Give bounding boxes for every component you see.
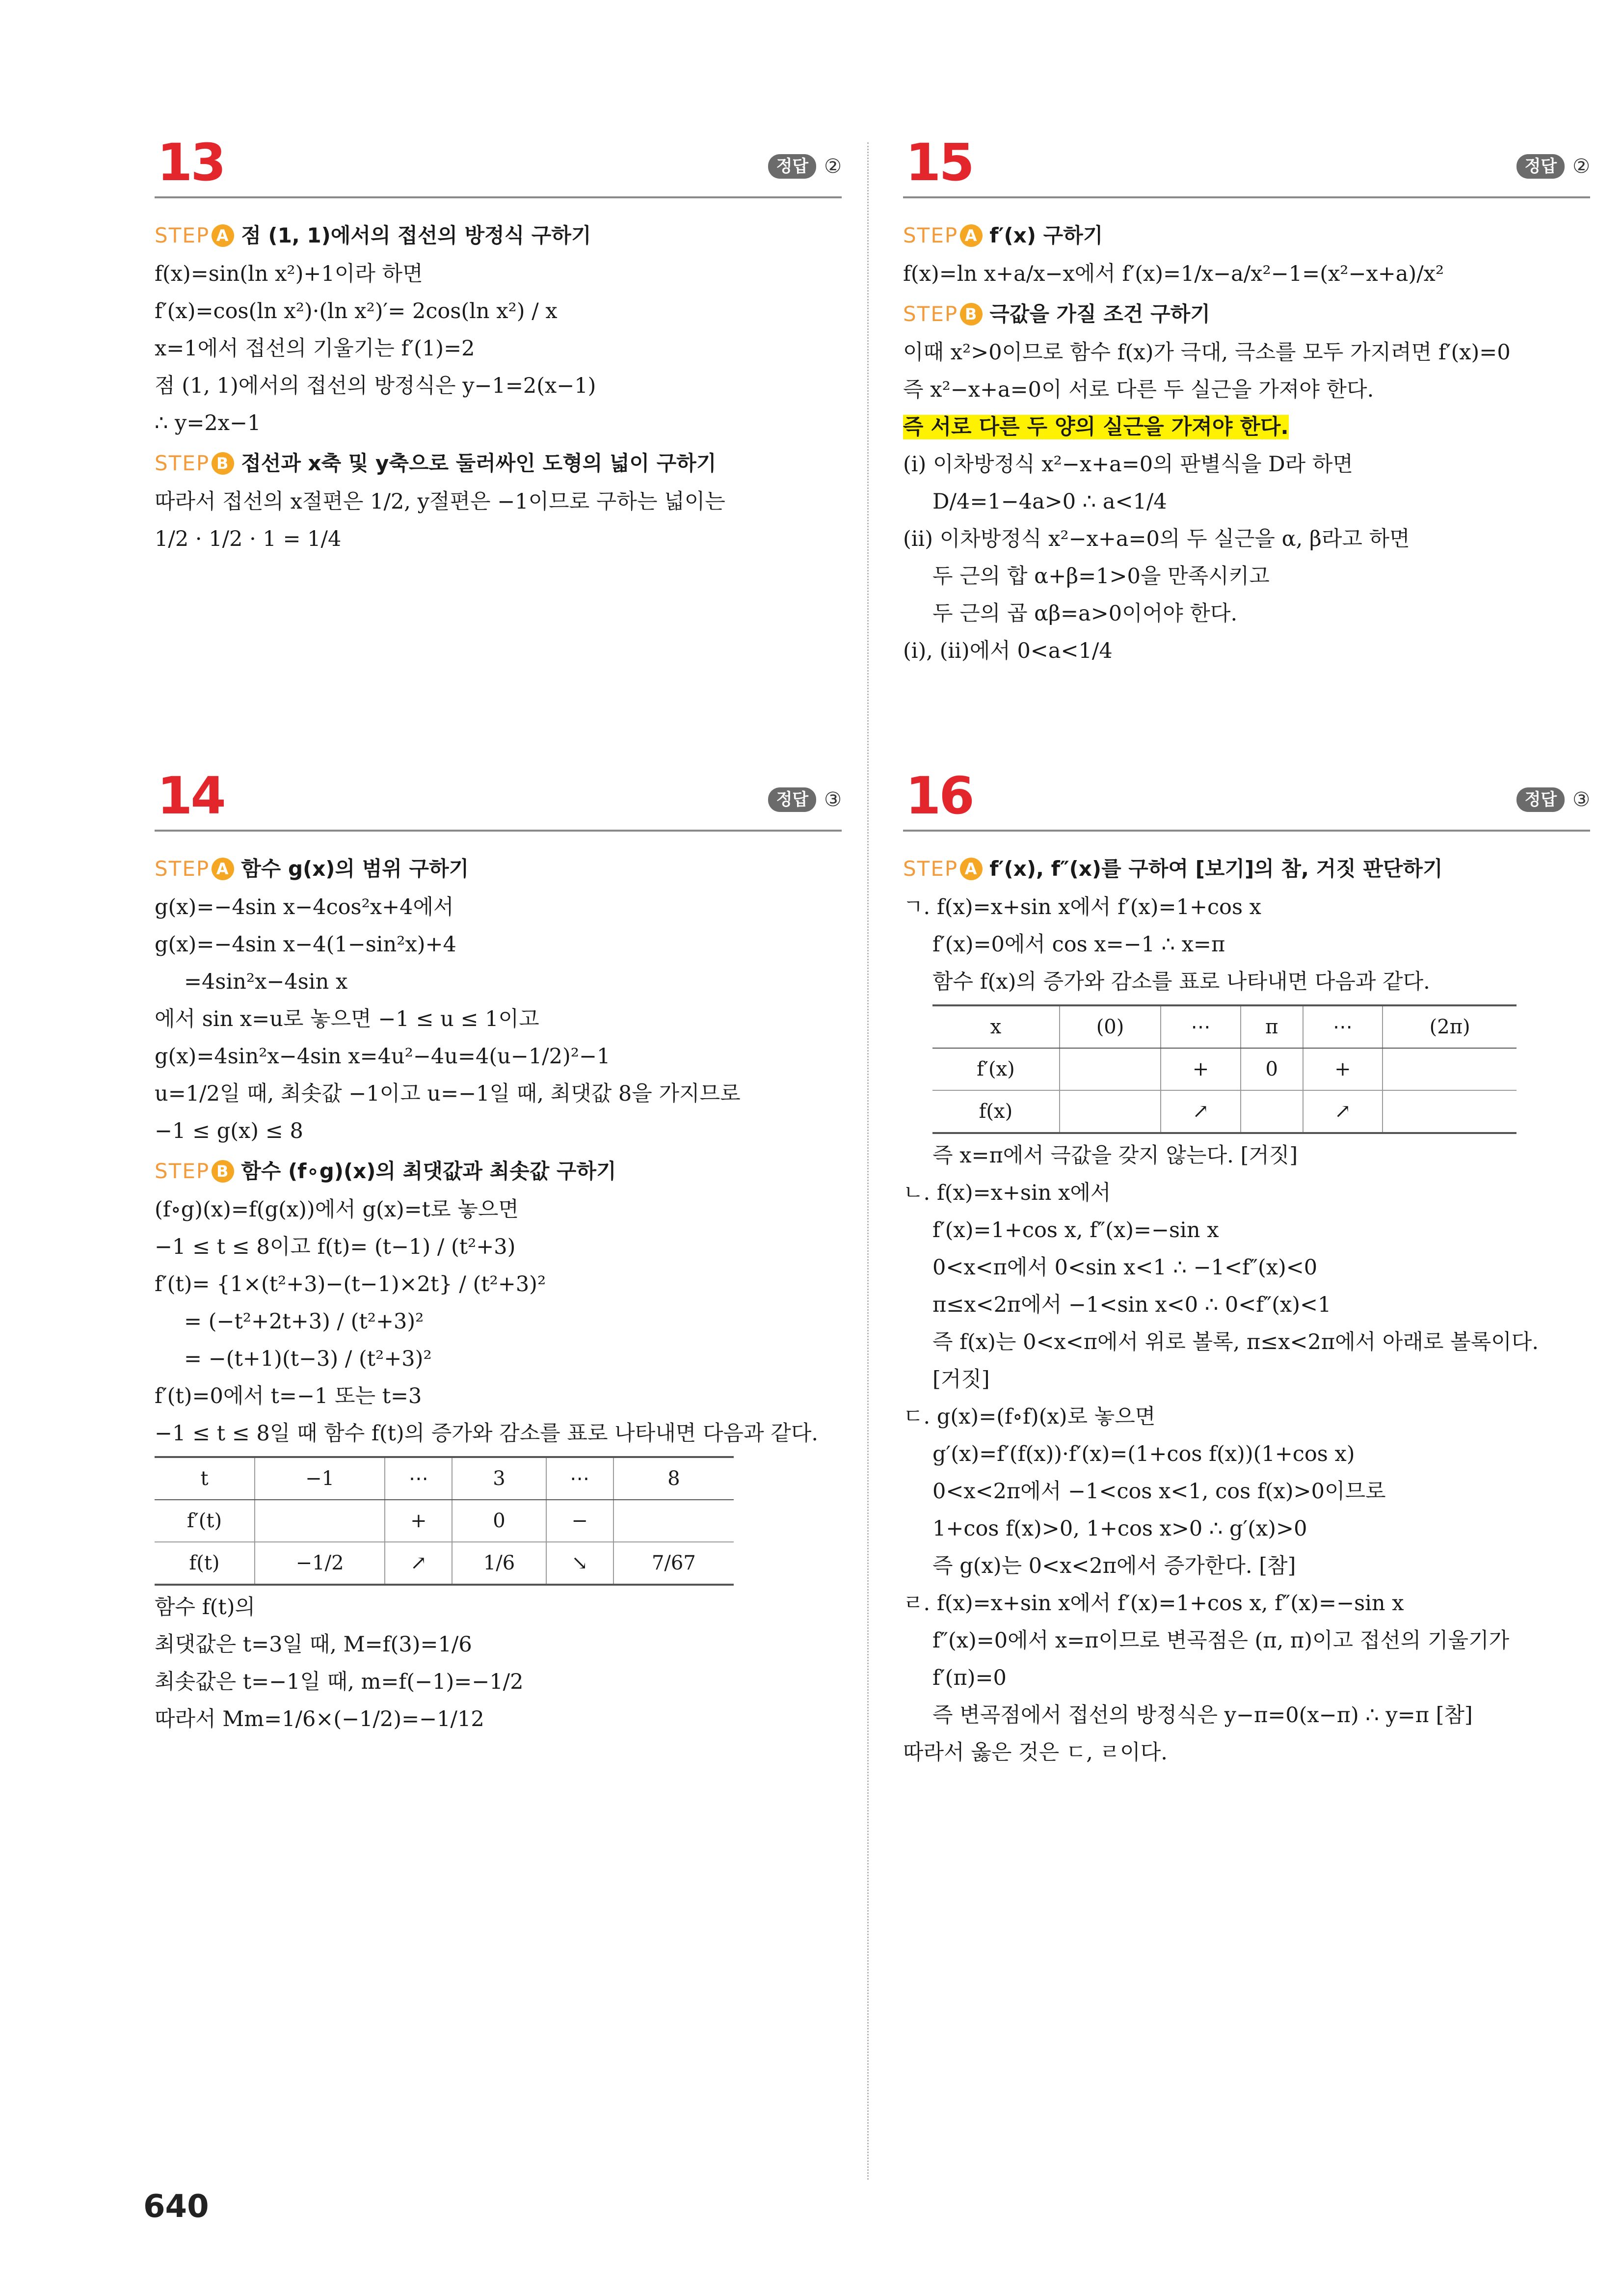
table-cell: +	[1303, 1048, 1383, 1090]
step-heading	[155, 849, 842, 889]
problem-14	[155, 766, 842, 1738]
line-text: f(x)=sin(ln x²)+1이라 하면	[155, 262, 423, 286]
line-text: ㄱ. f(x)=x+sin x에서 f′(x)=1+cos x	[903, 895, 1261, 919]
table-cell: ↘	[546, 1542, 613, 1585]
line-text: = −(t+1)(t−3) / (t²+3)²	[184, 1347, 432, 1371]
line-text: f′(x)=cos(ln x²)·(ln x²)′= 2cos(ln x²) / x	[155, 299, 558, 324]
solution-line	[903, 1324, 1590, 1361]
line-text: 즉 서로 다른 두 양의 실근을 가져야 한다.	[903, 415, 1289, 439]
line-text: (ⅰ) 이차방정식 x²−x+a=0의 판별식을 D라 하면	[903, 452, 1353, 477]
solution-line	[903, 1585, 1590, 1622]
solution-line	[155, 1340, 842, 1378]
line-text: 0<x<π에서 0<sin x<1 ∴ −1<f″(x)<0	[932, 1255, 1318, 1280]
answer-badge: 정답	[768, 154, 816, 179]
solution-line	[903, 1697, 1590, 1734]
solution-body	[155, 832, 842, 1738]
step-title: f′(x), f″(x)를 구하여 [보기]의 참, 거짓 판단하기	[989, 857, 1443, 881]
solution-line	[155, 483, 842, 520]
answer-value: ③	[1572, 788, 1590, 811]
line-text: 즉 x²−x+a=0이 서로 다른 두 실근을 가져야 한다.	[903, 378, 1374, 402]
step-heading	[903, 295, 1590, 334]
solution-line	[903, 1174, 1590, 1212]
step-letter-icon: A	[960, 858, 983, 880]
solution-line	[155, 1626, 842, 1663]
answer	[768, 154, 842, 179]
problem-header	[155, 766, 842, 832]
table-cell: (0)	[1060, 1005, 1161, 1048]
line-text: 즉 f(x)는 0<x<π에서 위로 볼록, π≤x<2π에서 아래로 볼록이다.	[932, 1330, 1539, 1354]
line-text: 두 근의 곱 αβ=a>0이어야 한다.	[932, 601, 1238, 626]
step-heading	[155, 216, 842, 255]
table-row	[155, 1500, 734, 1542]
line-text: 1/2 · 1/2 · 1 = 1/4	[155, 527, 342, 551]
solution-line	[903, 1659, 1590, 1697]
problem-13	[155, 133, 842, 558]
table-cell: ↗	[1161, 1090, 1241, 1133]
answer	[768, 787, 842, 812]
step-letter-icon: B	[960, 303, 983, 325]
solution-line	[155, 1303, 842, 1340]
table-cell: +	[1161, 1048, 1241, 1090]
solution-line	[903, 255, 1590, 293]
table-cell: f′(x)	[932, 1048, 1060, 1090]
solution-lines-before	[155, 849, 842, 1452]
problem-15	[903, 133, 1590, 670]
table-cell: −	[546, 1500, 613, 1542]
line-text: 최댓값은 t=3일 때, M=f(3)=1/6	[155, 1632, 472, 1657]
solution-line	[155, 1663, 842, 1701]
line-text: 에서 sin x=u로 놓으면 −1 ≤ u ≤ 1이고	[155, 1007, 539, 1031]
solution-line	[903, 520, 1590, 558]
answer-badge: 정답	[1517, 787, 1565, 812]
solution-line	[903, 1510, 1590, 1547]
line-text: 점 (1, 1)에서의 접선의 방정식은 y−1=2(x−1)	[155, 374, 596, 398]
problem-header	[903, 766, 1590, 832]
step-letter-icon: B	[212, 452, 234, 475]
problem-header	[155, 133, 842, 198]
line-text: [거짓]	[932, 1367, 990, 1392]
problem-number: 14	[157, 766, 224, 826]
step-title: 극값을 가질 조건 구하기	[989, 302, 1210, 326]
solution-lines-after	[155, 1589, 842, 1738]
table-cell: 3	[452, 1457, 546, 1500]
table-cell: f′(t)	[155, 1500, 255, 1542]
table-cell: ⋯	[546, 1457, 613, 1500]
solution-line	[903, 1249, 1590, 1286]
problem-number: 15	[905, 133, 973, 192]
step-heading	[903, 849, 1590, 889]
line-text: g(x)=−4sin x−4cos²x+4에서	[155, 895, 454, 919]
answer-badge: 정답	[1517, 154, 1565, 179]
solution-line	[155, 1112, 842, 1150]
line-text: 즉 x=π에서 극값을 갖지 않는다. [거짓]	[932, 1143, 1298, 1168]
problem-number: 13	[157, 133, 224, 192]
column-divider	[867, 142, 869, 2180]
line-text: 따라서 옳은 것은 ㄷ, ㄹ이다.	[903, 1740, 1168, 1765]
table-cell: t	[155, 1457, 255, 1500]
solution-line	[155, 255, 842, 293]
step-letter-icon: B	[212, 1160, 234, 1183]
line-text: f′(x)=0에서 cos x=−1 ∴ x=π	[932, 932, 1225, 957]
solution-line	[155, 1228, 842, 1266]
line-text: 이때 x²>0이므로 함수 f(x)가 극대, 극소를 모두 가지려면 f′(x)=0	[903, 340, 1511, 365]
step-title: 점 (1, 1)에서의 접선의 방정식 구하기	[241, 223, 591, 247]
solution-line	[903, 483, 1590, 520]
line-text: 0<x<2π에서 −1<cos x<1, cos f(x)>0이므로	[932, 1479, 1386, 1504]
solution-line	[903, 558, 1590, 595]
line-text: −1 ≤ t ≤ 8일 때 함수 f(t)의 증가와 감소를 표로 나타내면 다음과 같다.	[155, 1421, 819, 1446]
line-text: g(x)=4sin²x−4sin x=4u²−4u=4(u−1/2)²−1	[155, 1044, 611, 1069]
answer-badge: 정답	[768, 787, 816, 812]
line-text: 즉 변곡점에서 접선의 방정식은 y−π=0(x−π) ∴ y=π [참]	[932, 1703, 1473, 1728]
line-text: π≤x<2π에서 −1<sin x<0 ∴ 0<f″(x)<1	[932, 1293, 1331, 1317]
solution-line	[903, 963, 1590, 1000]
solution-lines-before	[903, 849, 1590, 1000]
table-cell: 0	[1241, 1048, 1303, 1090]
step-heading	[155, 1152, 842, 1191]
step-tag: STEP B	[155, 444, 234, 483]
step-title: 함수 g(x)의 범위 구하기	[241, 857, 469, 881]
line-text: f′(x)=1+cos x, f″(x)=−sin x	[932, 1218, 1219, 1243]
table-cell: f(t)	[155, 1542, 255, 1585]
table-row	[932, 1005, 1517, 1048]
solution-line	[155, 330, 842, 367]
solution-line	[903, 371, 1590, 408]
line-text: = (−t²+2t+3) / (t²+3)²	[184, 1309, 424, 1334]
answer	[1517, 154, 1590, 179]
table-row	[155, 1542, 734, 1585]
solution-line	[903, 1361, 1590, 1398]
line-text: 따라서 Mm=1/6×(−1/2)=−1/12	[155, 1707, 484, 1731]
line-text: 두 근의 합 α+β=1>0을 만족시키고	[932, 564, 1270, 589]
solution-line	[903, 1473, 1590, 1510]
line-text: ㄴ. f(x)=x+sin x에서	[903, 1181, 1111, 1205]
solution-line	[155, 1038, 842, 1075]
line-text: 함수 f(x)의 증가와 감소를 표로 나타내면 다음과 같다.	[932, 970, 1430, 994]
line-text: g(x)=−4sin x−4(1−sin²x)+4	[155, 932, 456, 957]
step-title: f′(x) 구하기	[989, 223, 1103, 247]
line-text: u=1/2일 때, 최솟값 −1이고 u=−1일 때, 최댓값 8을 가지므로	[155, 1081, 741, 1106]
solution-line	[155, 405, 842, 442]
solution-line	[155, 293, 842, 330]
line-text: −1 ≤ g(x) ≤ 8	[155, 1119, 303, 1143]
solution-line	[155, 926, 842, 963]
step-tag: STEP B	[903, 295, 983, 334]
line-text: ㄹ. f(x)=x+sin x에서 f′(x)=1+cos x, f″(x)=−sin x	[903, 1591, 1404, 1616]
table-cell	[1060, 1048, 1161, 1090]
solution-line	[903, 1286, 1590, 1324]
answer	[1517, 787, 1590, 812]
table-cell	[1383, 1048, 1517, 1090]
table-cell: ↗	[385, 1542, 452, 1585]
step-heading	[155, 444, 842, 483]
solution-line	[155, 963, 842, 1000]
line-text: 따라서 접선의 x절편은 1/2, y절편은 −1이므로 구하는 넓이는	[155, 489, 725, 514]
line-text: (ⅰ), (ⅱ)에서 0<a<1/4	[903, 639, 1113, 663]
line-text: D/4=1−4a>0 ∴ a<1/4	[932, 489, 1167, 514]
step-letter-icon: A	[960, 224, 983, 247]
problem-number: 16	[905, 766, 973, 826]
solution-body	[155, 198, 842, 558]
solution-line	[903, 1547, 1590, 1585]
line-text: =4sin²x−4sin x	[184, 970, 348, 994]
table-cell	[1060, 1090, 1161, 1133]
step-tag: STEP A	[155, 849, 234, 889]
solution-lines-after	[903, 1137, 1590, 1771]
solution-line	[155, 1191, 842, 1228]
table-cell	[255, 1500, 385, 1542]
line-text: 함수 f(t)의	[155, 1595, 256, 1620]
step-letter-icon: A	[212, 224, 234, 247]
table-cell	[613, 1500, 734, 1542]
step-title: 함수 (f∘g)(x)의 최댓값과 최솟값 구하기	[241, 1159, 616, 1183]
solution-line	[155, 1000, 842, 1038]
solution-line	[903, 632, 1590, 670]
solution-line	[155, 1415, 842, 1452]
table-cell: −1/2	[255, 1542, 385, 1585]
line-text: f(x)=ln x+a/x−x에서 f′(x)=1/x−a/x²−1=(x²−x+a)/x²	[903, 262, 1444, 286]
table-cell: 1/6	[452, 1542, 546, 1585]
line-text: (f∘g)(x)=f(g(x))에서 g(x)=t로 놓으면	[155, 1197, 519, 1222]
table-row	[155, 1457, 734, 1500]
increase-decrease-table	[155, 1456, 734, 1586]
table-cell: x	[932, 1005, 1060, 1048]
solution-line	[903, 1622, 1590, 1659]
solution-line	[903, 334, 1590, 371]
problem-16	[903, 766, 1590, 1771]
solution-line	[903, 1435, 1590, 1473]
step-tag: STEP A	[903, 216, 983, 255]
solution-body	[903, 198, 1590, 670]
table-cell: π	[1241, 1005, 1303, 1048]
step-letter-icon: A	[212, 858, 234, 880]
answer-value: ②	[1572, 155, 1590, 178]
line-text: 즉 g(x)는 0<x<2π에서 증가한다. [참]	[932, 1554, 1296, 1578]
line-text: ㄷ. g(x)=(f∘f)(x)로 놓으면	[903, 1405, 1156, 1429]
line-text: −1 ≤ t ≤ 8이고 f(t)= (t−1) / (t²+3)	[155, 1235, 516, 1259]
line-text: 1+cos f(x)>0, 1+cos x>0 ∴ g′(x)>0	[932, 1516, 1307, 1541]
table-cell: f(x)	[932, 1090, 1060, 1133]
solution-line	[903, 1734, 1590, 1771]
table-cell: 7/67	[613, 1542, 734, 1585]
step-tag: STEP B	[155, 1152, 234, 1191]
table-cell: ⋯	[385, 1457, 452, 1500]
line-text: 최솟값은 t=−1일 때, m=f(−1)=−1/2	[155, 1670, 524, 1694]
table-row	[932, 1090, 1517, 1133]
line-text: x=1에서 접선의 기울기는 f′(1)=2	[155, 336, 475, 361]
page-number: 640	[143, 2188, 209, 2225]
solution-line	[903, 889, 1590, 926]
line-text: f′(t)= {1×(t²+3)−(t−1)×2t} / (t²+3)²	[155, 1272, 546, 1297]
answer-value: ②	[824, 155, 842, 178]
table-cell: ⋯	[1161, 1005, 1241, 1048]
line-text: f′(π)=0	[932, 1666, 1007, 1690]
highlighted-line	[903, 408, 1590, 446]
step-title: 접선과 x축 및 y축으로 둘러싸인 도형의 넓이 구하기	[241, 451, 717, 475]
step-heading	[903, 216, 1590, 255]
table-cell: −1	[255, 1457, 385, 1500]
solution-body	[903, 832, 1590, 1771]
solution-line	[903, 446, 1590, 483]
solution-line	[155, 1378, 842, 1415]
line-text: f′(t)=0에서 t=−1 또는 t=3	[155, 1384, 422, 1408]
table-cell: (2π)	[1383, 1005, 1517, 1048]
line-text: (ⅱ) 이차방정식 x²−x+a=0의 두 실근을 α, β라고 하면	[903, 527, 1410, 551]
line-text: f″(x)=0에서 x=π이므로 변곡점은 (π, π)이고 접선의 기울기가	[932, 1628, 1510, 1653]
answer-value: ③	[824, 788, 842, 811]
line-text: ∴ y=2x−1	[155, 411, 261, 435]
line-text: g′(x)=f′(f(x))·f′(x)=(1+cos f(x))(1+cos x)	[932, 1442, 1355, 1466]
solution-line	[155, 1701, 842, 1738]
solution-line	[155, 520, 842, 558]
table-cell	[1241, 1090, 1303, 1133]
step-tag: STEP A	[155, 216, 234, 255]
table-cell: ⋯	[1303, 1005, 1383, 1048]
table-cell: 8	[613, 1457, 734, 1500]
solution-line	[903, 926, 1590, 963]
solution-line	[155, 1589, 842, 1626]
table-row	[932, 1048, 1517, 1090]
solution-line	[155, 1266, 842, 1303]
solution-line	[903, 1212, 1590, 1249]
solution-line	[903, 1137, 1590, 1174]
step-tag: STEP A	[903, 849, 983, 889]
table-cell: 0	[452, 1500, 546, 1542]
solution-line	[155, 889, 842, 926]
problem-header	[903, 133, 1590, 198]
solution-line	[903, 595, 1590, 632]
table-cell: +	[385, 1500, 452, 1542]
solution-line	[155, 1075, 842, 1112]
increase-decrease-table	[932, 1004, 1517, 1134]
solution-line	[155, 367, 842, 405]
solution-line	[903, 1398, 1590, 1435]
table-cell: ↗	[1303, 1090, 1383, 1133]
table-cell	[1383, 1090, 1517, 1133]
